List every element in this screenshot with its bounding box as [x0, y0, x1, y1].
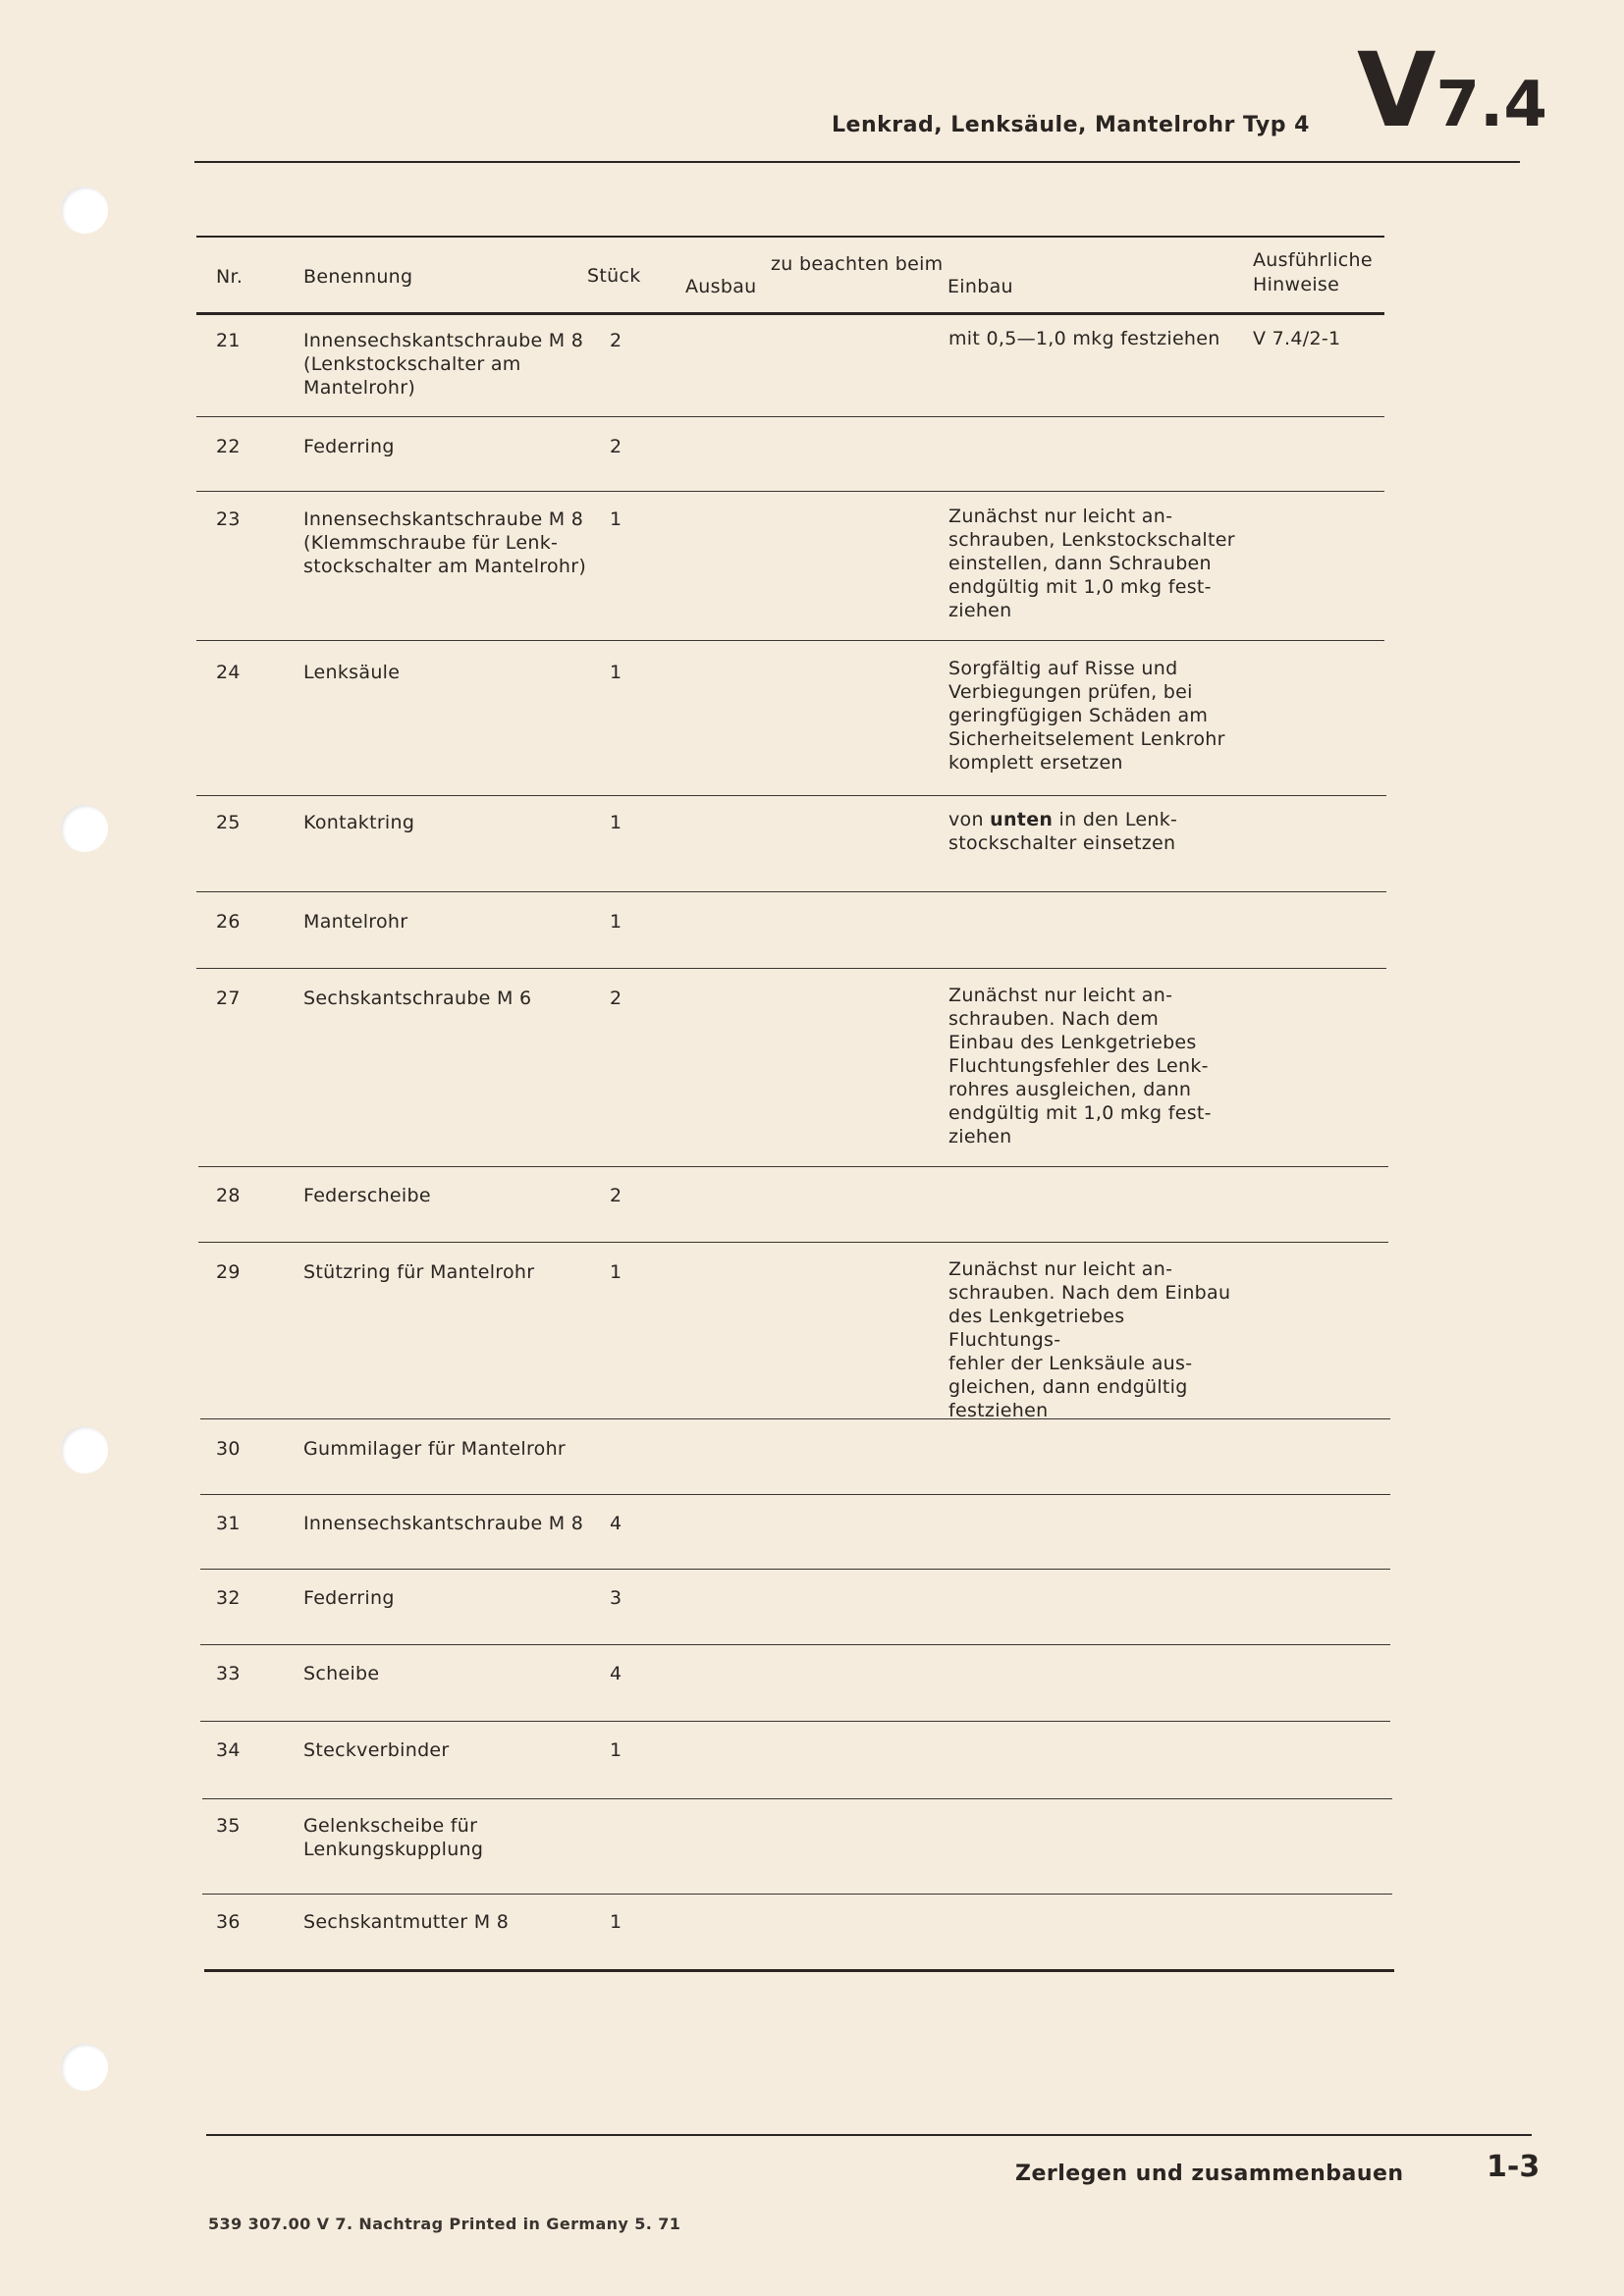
- row-36-qty: 1: [610, 1911, 623, 1933]
- page-number: 1-3: [1487, 2150, 1541, 2184]
- row-23-einbau: Zunächst nur leicht an- schrauben, Lenkstockschalter einstellen, dann Schrauben endgültig mit 1,0 mkg fest- ziehen: [948, 506, 1235, 621]
- row-27-einbau: Zunächst nur leicht an- schrauben. Nach dem Einbau des Lenkgetriebes Fluchtungsfehler des Lenk- rohres ausgleichen, dann endgültig mit 1,0 mkg fest- ziehen: [948, 985, 1212, 1148]
- row-divider: [196, 891, 1386, 892]
- row-divider: [200, 1418, 1390, 1419]
- footer-rule: [206, 2134, 1532, 2136]
- row-25-einbau-pre: von: [948, 809, 991, 830]
- row-25-einbau-emphasis: unten: [990, 809, 1054, 830]
- row-divider: [200, 1644, 1390, 1645]
- row-26-name: Mantelrohr: [303, 911, 408, 933]
- row-36-name: Sechskantmutter M 8: [303, 1911, 510, 1933]
- punch-hole-1: [61, 187, 108, 234]
- row-22-qty: 2: [610, 436, 623, 457]
- row-31-name: Innensechskantschraube M 8: [303, 1513, 584, 1534]
- page-title: Lenkrad, Lenksäule, Mantelrohr Typ 4: [832, 113, 1310, 137]
- col-header-group: zu beachten beim: [771, 253, 944, 275]
- row-divider: [202, 1894, 1392, 1895]
- row-24-einbau: Sorgfältig auf Risse und Verbiegungen prüfen, bei geringfügigen Schäden am Sicherheitselement Lenkrohr komplett ersetzen: [948, 658, 1225, 774]
- col-header-hint-line2: Hinweise: [1253, 274, 1340, 295]
- row-25-einbau-post: in den Lenk- stockschalter einsetzen: [948, 809, 1178, 854]
- row-35-nr: 35: [216, 1815, 241, 1837]
- row-29-name: Stützring für Mantelrohr: [303, 1261, 535, 1283]
- section-code: [1357, 30, 1547, 150]
- section-minor: 7.4: [1435, 69, 1547, 141]
- row-26-nr: 26: [216, 911, 241, 933]
- row-divider: [196, 640, 1384, 641]
- row-divider: [196, 416, 1384, 417]
- row-35-name: Gelenkscheibe für Lenkungskupplung: [303, 1815, 484, 1860]
- row-34-nr: 34: [216, 1739, 241, 1761]
- row-21-einbau: mit 0,5—1,0 mkg festziehen: [948, 328, 1220, 349]
- header-rule: [194, 161, 1520, 163]
- row-26-qty: 1: [610, 911, 623, 933]
- row-27-qty: 2: [610, 988, 623, 1009]
- imprint: 539 307.00 V 7. Nachtrag Printed in Germany 5. 71: [208, 2215, 681, 2233]
- col-header-hint-line1: Ausführliche: [1253, 249, 1373, 271]
- row-33-qty: 4: [610, 1663, 623, 1684]
- row-24-nr: 24: [216, 662, 241, 683]
- row-33-nr: 33: [216, 1663, 241, 1684]
- row-divider: [198, 1166, 1388, 1167]
- row-23-qty: 1: [610, 508, 623, 530]
- row-divider: [200, 1494, 1390, 1495]
- row-28-nr: 28: [216, 1185, 241, 1206]
- col-header-name: Benennung: [303, 266, 413, 288]
- row-21-nr: 21: [216, 330, 241, 351]
- table-bottom-rule: [204, 1969, 1394, 1972]
- row-23-nr: 23: [216, 508, 241, 530]
- row-32-qty: 3: [610, 1587, 623, 1609]
- row-29-einbau: Zunächst nur leicht an- schrauben. Nach dem Einbau des Lenkgetriebes Fluchtungs- fehler der Lenksäule aus- gleichen, dann endgültig festziehen: [948, 1258, 1231, 1421]
- row-32-nr: 32: [216, 1587, 241, 1609]
- row-22-name: Federring: [303, 436, 395, 457]
- row-32-name: Federring: [303, 1587, 395, 1609]
- row-33-name: Scheibe: [303, 1663, 380, 1684]
- row-25-name: Kontaktring: [303, 812, 415, 833]
- footer-title: Zerlegen und zusammenbauen: [1015, 2162, 1404, 2186]
- row-30-nr: 30: [216, 1438, 241, 1460]
- col-header-nr: Nr.: [216, 266, 244, 288]
- row-21-hint: V 7.4/2-1: [1253, 328, 1341, 349]
- punch-hole-4: [61, 2044, 108, 2091]
- row-divider: [196, 968, 1386, 969]
- row-23-name: Innensechskantschraube M 8 (Klemmschraube für Lenk- stockschalter am Mantelrohr): [303, 508, 587, 577]
- row-36-nr: 36: [216, 1911, 241, 1933]
- row-25-qty: 1: [610, 812, 623, 833]
- row-27-nr: 27: [216, 988, 241, 1009]
- row-28-qty: 2: [610, 1185, 623, 1206]
- table-top-rule: [196, 236, 1384, 238]
- row-31-nr: 31: [216, 1513, 241, 1534]
- row-divider: [196, 491, 1384, 492]
- punch-hole-3: [61, 1426, 108, 1473]
- row-24-name: Lenksäule: [303, 662, 401, 683]
- row-25-nr: 25: [216, 812, 241, 833]
- row-21-qty: 2: [610, 330, 623, 351]
- row-21-name: Innensechskantschraube M 8 (Lenkstockschalter am Mantelrohr): [303, 330, 584, 399]
- row-34-name: Steckverbinder: [303, 1739, 450, 1761]
- row-27-name: Sechskantschraube M 6: [303, 988, 532, 1009]
- row-divider: [200, 1569, 1390, 1570]
- row-34-qty: 1: [610, 1739, 623, 1761]
- row-divider: [196, 795, 1386, 796]
- row-28-name: Federscheibe: [303, 1185, 431, 1206]
- row-24-qty: 1: [610, 662, 623, 683]
- row-29-nr: 29: [216, 1261, 241, 1283]
- col-header-einbau: Einbau: [947, 276, 1013, 297]
- col-header-qty: Stück: [587, 265, 641, 287]
- row-30-name: Gummilager für Mantelrohr: [303, 1438, 567, 1460]
- row-31-qty: 4: [610, 1513, 623, 1534]
- row-22-nr: 22: [216, 436, 241, 457]
- table-header-rule: [196, 312, 1384, 315]
- row-29-qty: 1: [610, 1261, 623, 1283]
- row-divider: [198, 1242, 1388, 1243]
- row-25-einbau: [948, 808, 1243, 855]
- punch-hole-2: [61, 805, 108, 852]
- row-divider: [200, 1721, 1390, 1722]
- col-header-ausbau: Ausbau: [685, 276, 757, 297]
- row-divider: [202, 1798, 1392, 1799]
- section-major: V: [1357, 30, 1435, 150]
